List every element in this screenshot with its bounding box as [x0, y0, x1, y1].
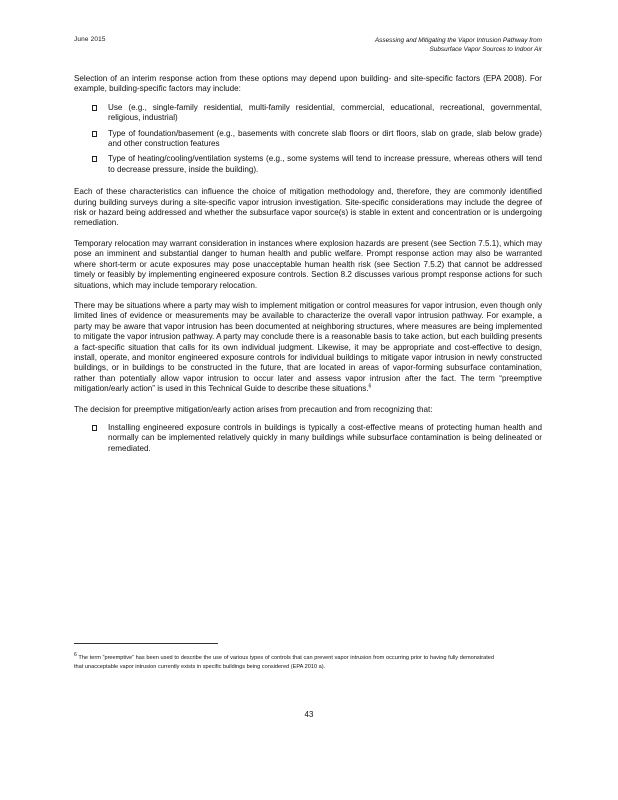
footnote-number: 6 — [74, 652, 77, 659]
paragraph-preemptive-text: There may be situations where a party may wish to implement mitigation or control measures for vapor intrusion, even though only limited lines of evidence or measurements may be available to characterize the overall vapor intrusion pathway. For example, a party may be aware that vapor intrusion has been documented at neighboring structures, where measures are being implemented to mitigate the vapor intrusion pathway. A party may conclude there is a reasonable basis to take action, but each building presents a fact-specific situation that calls for its own individual judgment. Likewise, it may be appropriate and cost-effective to design, install, operate, and monitor engineered exposure controls for individual buildings to mitigate vapor intrusion in newly constructed buildings, or in buildings to be constructed in the future, that are located in areas of vapor-forming subsurface contamination, rather than potentially allow vapor intrusion to occur later and assess vapor intrusion after the fact. The term “preemptive mitigation/early action” is used in this Technical Guide to describe these situations. — [74, 300, 542, 394]
paragraph-decision: The decision for preemptive mitigation/early action arises from precaution and from recognizing that: — [74, 404, 433, 414]
header-title-line2: Subsurface Vapor Sources to Indoor Air — [429, 46, 542, 53]
bullet-box-icon — [92, 425, 97, 431]
bullet-box-icon — [92, 131, 97, 137]
bullet-box-icon — [92, 156, 97, 162]
building-factors-list — [74, 103, 542, 175]
list-item-text: Use (e.g., single-family residential, multi-family residential, commercial, educational, recreational, governmental, religious, industrial) — [108, 102, 542, 123]
paragraph-characteristics: Each of these characteristics can influence the choice of mitigation methodology and, therefore, they are commonly identified during building surveys during a site-specific vapor intrusion investigation. Site-specific considerations may include the degree of risk or hazard being addressed and whether the subsurface vapor source(s) is stable in extent and concentration or is undergoing remediation. — [74, 187, 542, 228]
paragraph-preemptive — [74, 301, 542, 395]
preemptive-reasons-list — [74, 423, 542, 454]
header-title-line1: Assessing and Mitigating the Vapor Intrusion Pathway from — [374, 37, 542, 44]
list-item — [74, 423, 542, 454]
list-item — [74, 154, 542, 175]
header-title — [375, 36, 542, 54]
list-item-text: Type of heating/cooling/ventilation systems (e.g., some systems will tend to increase pressure, whereas others will tend to decrease pressure, inside the building). — [108, 154, 542, 174]
footnote-text: The term “preemptive” has been used to describe the use of various types of controls that can prevent vapor intrusion from occurring prior to having fully demonstrated that unacceptable vapor intrusion currently exists in specific buildings being considered (EPA 2010 a). — [74, 655, 494, 670]
page-number: 43 — [304, 710, 314, 719]
footnote-reference: 6 — [368, 383, 372, 390]
paragraph-temporary-relocation: Temporary relocation may warrant consideration in instances where explosion hazards are present (see Section 7.5.1), which may pose an imminent and substantial danger to human health and public welfare. Prompt response action may also be warranted where short-term or acute exposures may pose unacceptable human health risk (see Section 7.5.2) that cannot be addressed timely or feasibly by implementing engineered exposure controls. Section 8.2 discusses various prompt response actions for such situations, which may include temporary relocation. — [74, 238, 542, 290]
list-item-text: Installing engineered exposure controls in buildings is typically a cost-effective means of protecting human health and normally can be implemented relatively quickly in many buildings while subsurface contamination is being delineated or remediated. — [108, 422, 542, 453]
body-content — [74, 74, 542, 466]
header-date: June 2015 — [74, 36, 106, 43]
paragraph-interim-response: Selection of an interim response action from these options may depend upon building- and site-specific factors (EPA 2008). For example, building-specific factors may include: — [74, 74, 542, 94]
bullet-box-icon — [92, 105, 97, 111]
list-item-text: Type of foundation/basement (e.g., basements with concrete slab floors or dirt floors, slab on grade, slab below grade) and other construction features — [108, 128, 542, 149]
list-item — [74, 129, 542, 150]
list-item — [74, 103, 542, 124]
footnote-divider — [74, 643, 218, 644]
footnote — [74, 654, 494, 672]
